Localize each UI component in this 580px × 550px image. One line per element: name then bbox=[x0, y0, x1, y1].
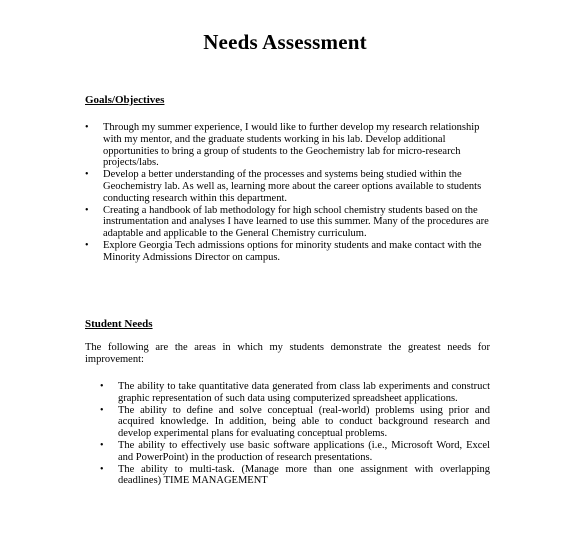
goals-list bbox=[85, 122, 493, 264]
list-item bbox=[100, 439, 490, 464]
student-needs-list bbox=[100, 381, 490, 487]
list-item bbox=[100, 381, 490, 405]
bullet-icon: • bbox=[85, 169, 89, 181]
need-text: The ability to multi-task. (Manage more than one assignment with overlapping deadlines) TIME MANAGEMENT bbox=[118, 463, 490, 487]
goal-text: Develop a better understanding of the processes and systems being studied within the Geochemistry lab. As well as, learning more about the career options available to students conducting research within this department. bbox=[103, 169, 482, 204]
goal-text: Explore Georgia Tech admissions options for minority students and make contact with the Minority Admissions Director on campus. bbox=[103, 239, 482, 263]
bullet-icon: • bbox=[85, 122, 89, 133]
list-item bbox=[100, 404, 490, 440]
list-item bbox=[85, 204, 493, 240]
list-item bbox=[85, 239, 493, 264]
bullet-icon: • bbox=[85, 239, 89, 251]
bullet-icon: • bbox=[100, 463, 104, 475]
need-text: The ability to take quantitative data generated from class lab experiments and construct graphic representation of such data using computerized spreadsheet applications. bbox=[118, 381, 490, 404]
bullet-icon: • bbox=[100, 404, 104, 416]
need-text: The ability to define and solve conceptual (real-world) problems using prior and acquired knowledge. In addition, being able to conduct background research and develop experimental plans for evaluating conceptual problems. bbox=[118, 404, 490, 440]
list-item bbox=[100, 463, 490, 488]
student-needs-intro: The following are the areas in which my students demonstrate the greatest needs for improvement: bbox=[85, 342, 490, 365]
bullet-icon: • bbox=[100, 381, 104, 392]
list-item bbox=[85, 122, 493, 169]
goal-text: Creating a handbook of lab methodology for high school chemistry students based on the instrumentation and analyses I have learned to use this summer. Many of the procedures are adaptable and applicable to the General Chemistry curriculum. bbox=[103, 204, 489, 240]
page-title: Needs Assessment bbox=[203, 30, 367, 54]
bullet-icon: • bbox=[100, 439, 104, 451]
bullet-icon: • bbox=[85, 204, 89, 216]
goal-text: Through my summer experience, I would like to further develop my research relationship with my mentor, and the graduate students working in his lab. Develop additional opportunities to bring a group of students to the Geochemistry lab for micro-research projects/labs. bbox=[103, 122, 480, 169]
need-text: The ability to effectively use basic software applications (i.e., Microsoft Word, Excel and PowerPoint) in the production of research presentations. bbox=[118, 439, 490, 463]
student-needs-heading: Student Needs bbox=[85, 318, 153, 330]
goals-objectives-heading: Goals/Objectives bbox=[85, 94, 165, 106]
list-item bbox=[85, 169, 493, 204]
